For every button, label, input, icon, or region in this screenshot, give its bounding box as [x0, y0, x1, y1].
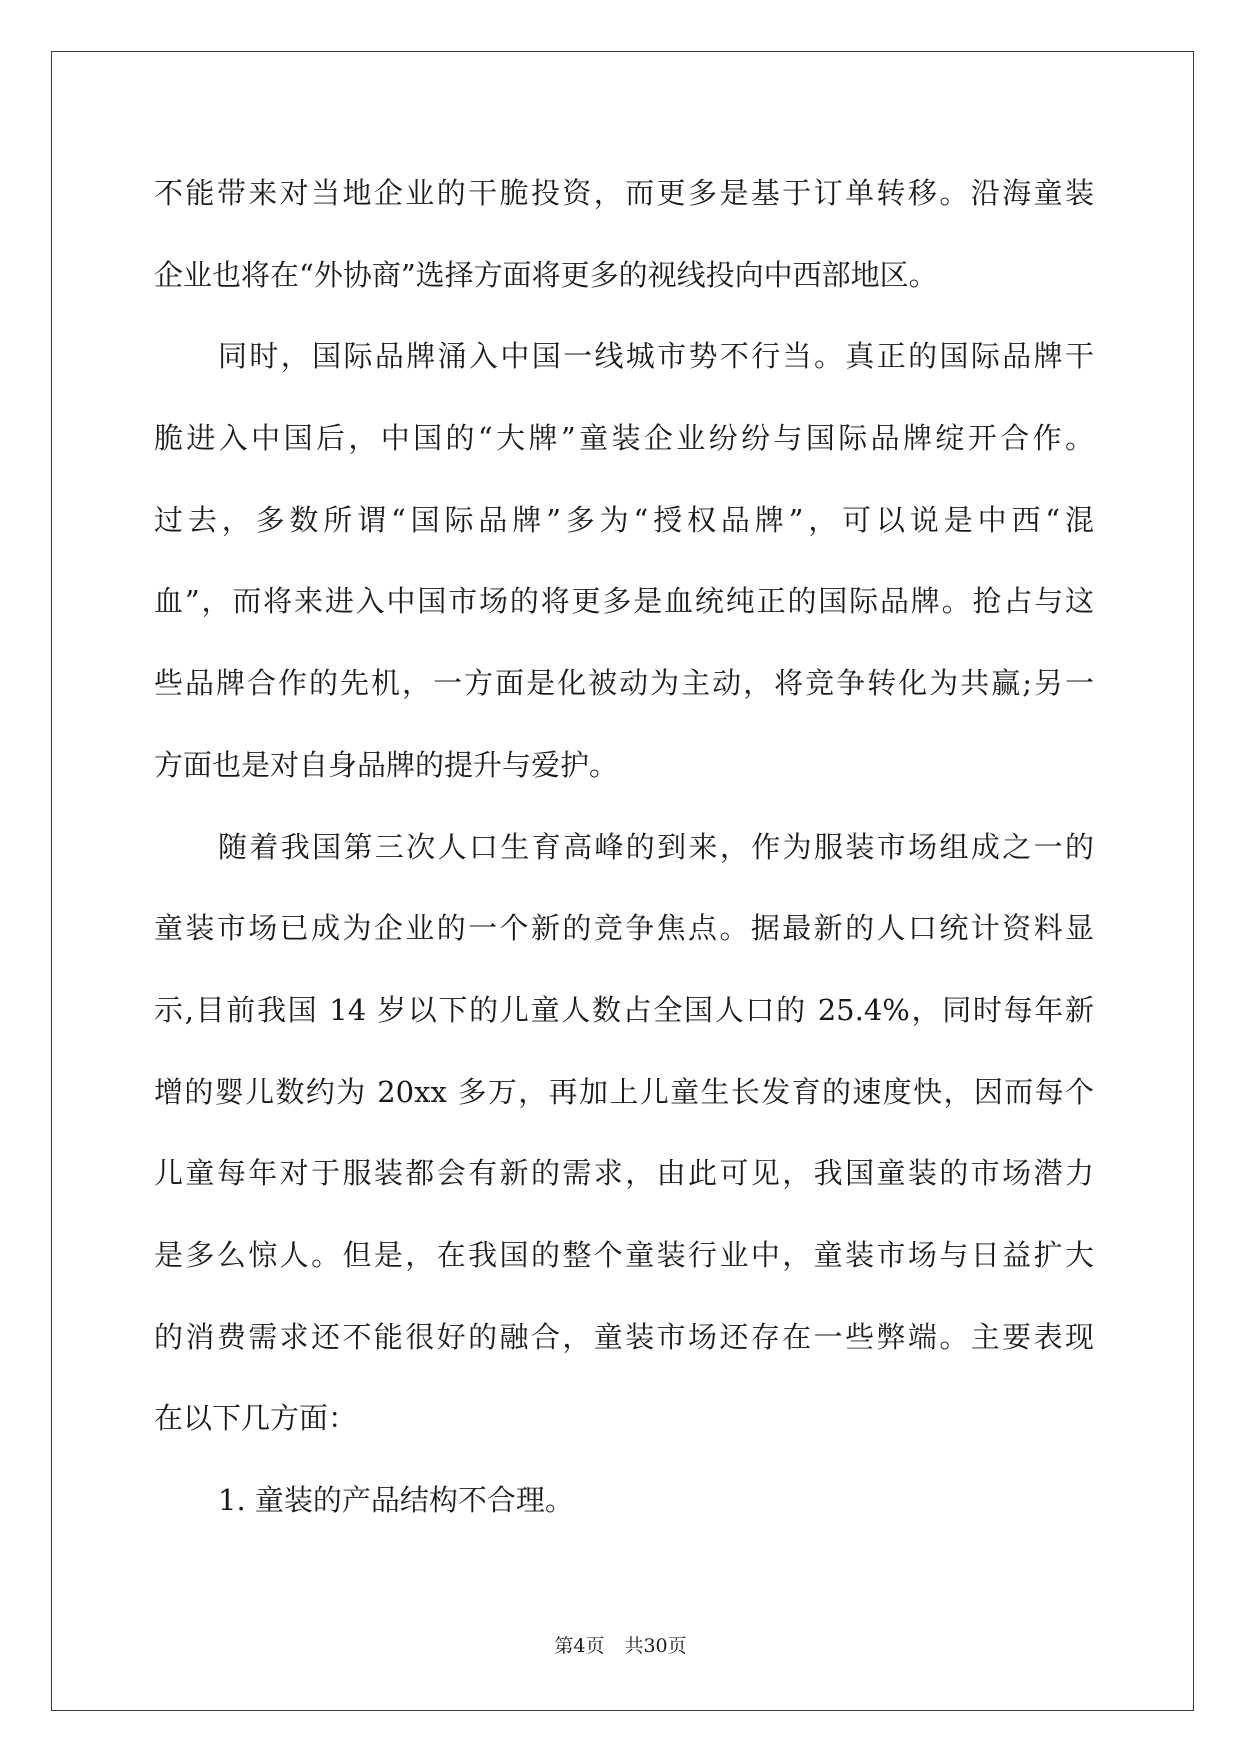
paragraph-line: 童装市场已成为企业的一个新的竞争焦点。据最新的人口统计资料显: [154, 911, 1094, 946]
page-total: 共30页: [624, 1635, 687, 1657]
paragraph-line: 过去，多数所谓“国际品牌”多为“授权品牌”，可以说是中西“混: [154, 502, 1094, 537]
paragraph: [154, 153, 1094, 316]
page-number: 第4页: [554, 1635, 605, 1657]
paragraph-line: 不能带来对当地企业的干脆投资，而更多是基于订单转移。沿海童装: [154, 176, 1094, 210]
paragraph: [154, 1460, 1094, 1542]
document-body: [154, 153, 1094, 1542]
paragraph-line: 随着我国第三次人口生育高峰的到来，作为服装市场组成之一的: [218, 829, 1094, 864]
page-footer: [0, 1632, 1241, 1660]
paragraph-line: 同时，国际品牌涌入中国一线城市势不行当。真正的国际品牌干: [218, 339, 1094, 374]
paragraph: [154, 807, 1094, 1461]
paragraph-line: 些品牌合作的先机，一方面是化被动为主动，将竞争转化为共赢;另一: [154, 666, 1094, 701]
paragraph-line: 示,目前我国 14 岁以下的儿童人数占全国人口的 25.4%，同时每年新: [154, 992, 1094, 1027]
paragraph-line: 的消费需求还不能很好的融合，童装市场还存在一些弊端。主要表现: [154, 1319, 1094, 1354]
paragraph-line: 儿童每年对于服装都会有新的需求，由此可见，我国童装的市场潜力: [154, 1156, 1094, 1191]
paragraph-line: 增的婴儿数约为 20xx 多万，再加上儿童生长发育的速度快，因而每个: [154, 1074, 1094, 1109]
paragraph-line: 企业也将在“外协商”选择方面将更多的视线投向中西部地区。: [154, 257, 938, 292]
paragraph-line: 在以下几方面：: [154, 1401, 358, 1436]
paragraph-line: 方面也是对自身品牌的提升与爱护。: [154, 747, 619, 782]
paragraph-line: 血”，而将来进入中国市场的将更多是血统纯正的国际品牌。抢占与这: [154, 584, 1094, 619]
paragraph-line: 是多么惊人。但是，在我国的整个童装行业中，童装市场与日益扩大: [154, 1237, 1094, 1272]
paragraph: [154, 316, 1094, 806]
list-item-heading: 1. 童装的产品结构不合理。: [218, 1483, 574, 1517]
paragraph-line: 脆进入中国后，中国的“大牌”童装企业纷纷与国际品牌绽开合作。: [154, 421, 1094, 456]
